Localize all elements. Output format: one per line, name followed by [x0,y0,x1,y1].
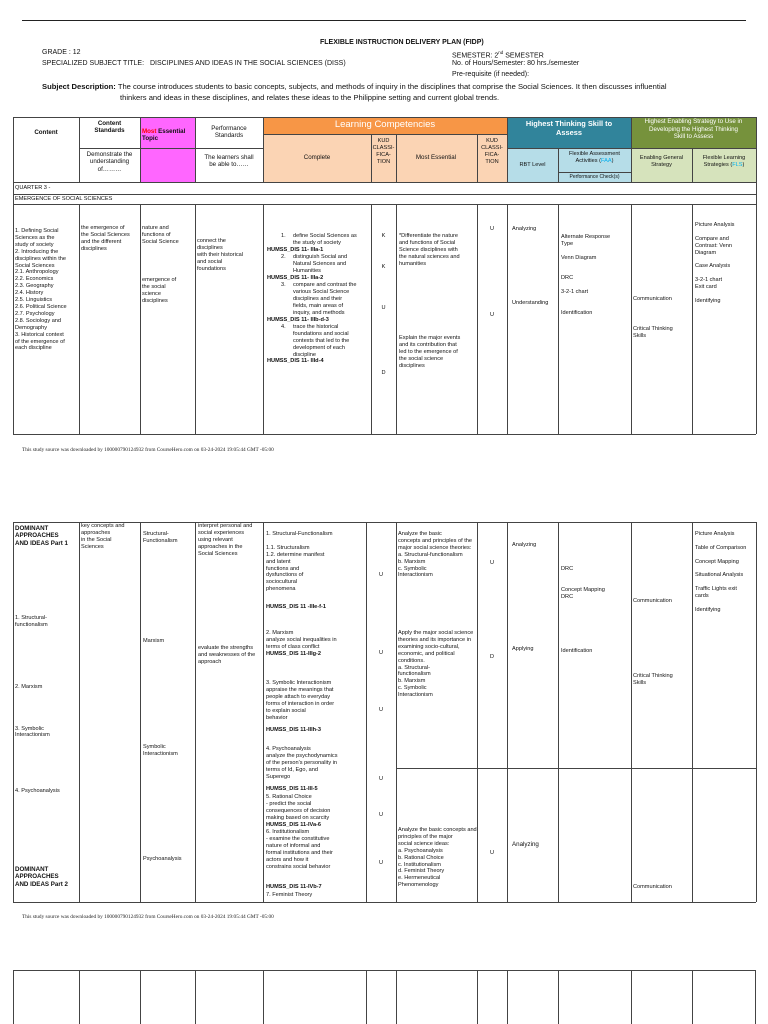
p2-standards: key concepts and approaches in the Social Sciences [81,523,125,550]
t3-v6 [396,970,397,1024]
p1-n4: 4. [281,324,286,330]
t1-v9a [558,148,559,182]
semester-suffix: SEMESTER [503,52,544,60]
p2-title2: DOMINANT APPROACHES AND IDEAS Part 2 [15,866,68,888]
p2-fls: Picture Analysis Table of Comparison Concept Mapping Situational Analysis Traffic Lights exit cards Identifying [695,531,747,613]
p2-faa1: DRC Concept Mapping DRC [561,566,605,600]
t2-v8 [507,522,508,902]
p1-kud-k2: K [381,264,386,270]
p2-title1: DOMINANT APPROACHES AND IDEAS Part 1 [15,525,68,547]
th-perf: Performance Standards [211,125,247,140]
p2-code-c: HUMSS_DIS 11-IIIh-3 [266,727,322,733]
t1-v6a [396,134,397,182]
p2-comp-a: 1. Structural-Functionalism 1.1. Structuralism 1.2. determine manifest and latent functions and dysfunctions of sociocultural phenomena [266,531,333,593]
prereq-line: Pre-requisite (if needed): [452,71,530,78]
subject-label: SPECIALIZED SUBJECT TITLE: [42,60,145,67]
p1-egs1: Communication [633,296,672,302]
grade-label: GRADE : 12 [42,49,81,56]
t2-v11 [692,522,693,902]
p1-comp1: define Social Sciences as the study of society [293,233,357,246]
th-egs: Enabling General Strategy [639,155,684,168]
t1-v7b [477,204,478,434]
p2-me2: Apply the major social science theories and its importance in examining socio-cultural, economic, and political conditions. a. Structural- functionalism b. Marxism c. Symbolic Interactionism [398,630,474,699]
th-lc: Learning Competencies [334,119,436,130]
t1-hend [13,182,756,183]
p2-comp-f: 6. Institutionalism - examine the constitutive nature of informal and formal institutions and their actors and how it constrains social behavior [266,829,333,870]
p2-code-b: HUMSS_DIS 11-IIIg-2 [266,651,322,657]
t3-v10 [631,970,632,1024]
p2-k2-1: U [489,560,495,566]
footer-2: This study source was downloaded by 100000790124932 from CourseHero.com on 03-24-2024 19:05:44 GMT -05:00 [22,914,274,920]
p1-topic2: emergence of the social science disciplines [142,277,177,304]
t2-v1 [79,522,80,902]
p2-kud-2: U [378,650,384,656]
t1-v4a [263,117,264,182]
t1-top [13,117,756,118]
p1-kud-k1: K [381,233,386,239]
th-mel-essential: Essential [156,128,186,135]
p2-me3: Analyze the basic concepts and principles of the major social science ideas: a. Psychoanalysis b. Rational Choice c. Institutionalism d. Feminist Theory e. Hermeneutical Phenomenology [398,827,477,889]
p1-egs2: Critical Thinking Skills [633,326,673,339]
th-fls-pre: Flexible Learning Strategies ( [702,155,746,168]
p2-kud-6: U [378,860,384,866]
t3-v7 [477,970,478,1024]
th-mel [142,128,196,143]
p2-faa2: Identification [561,648,593,654]
t1-bottom [13,434,756,435]
th-kud1: KUD CLASSI- FICA- TION [372,138,395,165]
t3-v1 [79,970,80,1024]
t2-mid [396,768,756,769]
p1-code2: HUMSS_DIS 11- IIIa-2 [267,275,324,281]
t3-v11 [692,970,693,1024]
th-most-essential: Most Essential [415,154,457,161]
th-kud2: KUD CLASSI- FICA- TION [481,138,503,165]
p1-code4: HUMSS_DIS 11- IIId-4 [267,358,324,364]
top-rule [22,20,746,21]
p2-code-a: HUMSS_DIS 11 -IIIe-f-1 [266,604,326,610]
th-mel-most: Most [142,128,157,135]
t1-v10a [631,117,632,182]
p1-comp3: compare and contrast the various Social Science disciplines and their fields, main areas of inquiry, and methods [293,282,357,316]
th-rbt: RBT Level [519,162,546,168]
p1-topic1: nature and functions of Social Science [142,225,179,245]
t1-v11a [692,148,693,182]
p1-me1: *Differentiate the nature and functions of Social Science disciplines with the natural sciences and humanities [399,233,460,267]
p2-comp-b: 2. Marxism analyze social inequalities in terms of class conflict [266,630,337,650]
th-htsa: Highest Thinking Skill to Assess [525,119,613,137]
t1-v10b [631,204,632,434]
th-faa-abbr: FAA [601,157,612,164]
p1-comp2: distinguish Social and Natural Sciences and Humanities [293,254,348,274]
t1-v1b [79,204,80,434]
th-complete: Complete [303,154,331,161]
p1-me2: Explain the major events and its contribution that led to the emergence of the social science disciplines [399,335,461,369]
p2-kud-4: U [378,776,384,782]
t3-v4 [263,970,264,1024]
p2-egs3: Communication [633,884,672,890]
t1-v3b [195,204,196,434]
p2-egs2: Critical Thinking Skills [633,673,673,686]
t3-v12 [755,970,756,1024]
t1-v1a [79,117,80,182]
th-perf-sub: The learners shall be able to…… [204,154,254,169]
t2-bottom [13,902,756,903]
quarter-label: QUARTER 3 - [15,185,51,191]
subject-value: DISCIPLINES AND IDEAS IN THE SOCIAL SCIENCES (DISS) [150,60,346,67]
t1-sec [13,204,756,205]
p1-kud2-u2: U [489,312,495,318]
t1-v7a [477,134,478,182]
p1-standards: the emergence of the Social Sciences and the different disciplines [81,225,130,252]
t1-v9b [558,204,559,434]
p1-kud-d: D [381,370,386,376]
t1-v4b [263,204,264,434]
semester-prefix: SEMESTER: 2 [452,52,499,60]
p2-me1: Analyze the basic concepts and principles of the major social science theories: a. Structural-functionalism b. Marxism c. Symbolic Interactionism [398,531,473,579]
th-fls [692,155,756,169]
t2-v2 [140,522,141,902]
doc-title: FLEXIBLE INSTRUCTION DELIVERY PLAN (FIDP) [320,39,484,46]
p2-k2-2: D [489,654,495,660]
semester-line [452,49,544,61]
p2-topic3: Symbolic Interactionism [143,744,178,757]
p2-code-f: HUMSS_DIS 11-IVb-7 [266,884,322,890]
p2-perf2: evaluate the strengths and weaknesses of the approach [198,645,256,665]
t2-v9 [558,522,559,902]
p2-rbt3: Analyzing [512,841,539,848]
th-fls-abbr: FLS [732,161,743,168]
p2-rbt1: Analyzing [512,542,537,548]
p2-comp-d: 4. Psychoanalysis analyze the psychodynamics of the person's personality in terms of Id, Ego, and Superego [266,746,338,780]
p1-faa: Alternate Response Type Venn Diagram DRC 3-2-1 chart Identification [561,234,611,316]
p1-code1: HUMSS_DIS 11- IIIa-1 [267,247,324,253]
t3-v2 [140,970,141,1024]
th-content: Content [34,129,58,136]
t2-v3 [195,522,196,902]
t1-v12 [756,117,757,434]
t1-v11b [692,204,693,434]
subject-description [42,82,762,92]
p1-kud-u: U [381,305,386,311]
p1-code3: HUMSS_DIS 11- IIIb-d-3 [267,317,329,323]
mel-header-bg [140,117,195,182]
t3-v5 [366,970,367,1024]
t1-sub1 [79,148,263,149]
p2-comp-e: 5. Rational Choice - predict the social consequences of decision making based on scarcity [266,794,331,821]
t1-q [13,194,756,195]
t1-v0 [13,117,14,434]
p1-comp4: trace the historical foundations and social contexts that led to the development of each discipline [293,324,350,358]
t2-v6 [396,522,397,902]
p1-rbt2: Understanding [512,300,549,306]
p1-n1: 1. [281,233,286,239]
p2-code-e: HUMSS_DIS 11-IVa-6 [266,822,322,828]
p2-kud-5: U [378,812,384,818]
hours-line: No. of Hours/Semester: 80 hrs./semester [452,60,580,67]
desc-label: Subject Description: [42,82,116,91]
footer-1: This study source was downloaded by 100000790124932 from CourseHero.com on 03-24-2024 19:05:44 GMT -05:00 [22,447,274,453]
p2-k2-3: U [489,850,495,856]
th-content-standards: Content Standards [94,120,125,135]
t2-v10 [631,522,632,902]
t3-v9 [558,970,559,1024]
p1-fls: Picture Analysis Compare and Contrast: Venn Diagram Case Analysis 3-2-1 chart Exit card Identifying [695,222,735,304]
th-faa-post: ) [611,157,614,164]
p2-comp-g: 7. Feminist Theory [266,892,313,898]
t1-v2b [140,204,141,434]
th-hes: Highest Enabling Strategy to Use in Developing the Highest Thinking Skill to Assess [644,118,743,141]
desc-line2: thinkers and ideas in these disciplines, and relates these ideas to the Philippine setting and current global trends. [120,93,500,102]
t1-v3a [195,117,196,182]
p1-content: 1. Defining Social Sciences as the study of society 2. Introducing the disciplines within the Social Sciences 2.1. Anthropology 2.2. Economics 2.3. Geography 2.4. History 2.5. Linguistics 2.6. Political Science 2.7. Psychology 2.8. Sociology and Demography 3. Historical context of the emergence of each discipline [15,228,67,352]
t2-v12 [756,522,757,902]
th-cs-sub: Demonstrate the understanding of……… [86,151,133,173]
t1-sub4 [558,172,631,173]
t2-v4 [263,522,264,902]
p1-n3: 3. [281,282,286,288]
t3-v0 [13,970,14,1024]
th-faa [558,151,631,165]
th-perf-check: Performance Check(s) [569,174,620,180]
p2-topic1: Structural- Functionalism [143,531,178,544]
p2-kud-1: U [378,572,384,578]
t3-top [13,970,756,971]
p1-kud2-u1: U [489,226,495,232]
th-mel-topic: Topic [142,135,159,143]
t2-v0 [13,522,14,902]
t1-v5a [371,134,372,182]
p2-rbt2: Applying [512,646,534,652]
p2-topic2: Marxism [143,638,165,644]
t1-v6b [396,204,397,434]
p2-perf1: interpret personal and social experiences using relevant approaches in the Social Sciences [198,523,253,557]
p2-kud-3: U [378,707,384,713]
p1-perf: connect the disciplines with their historical and social foundations [197,238,244,272]
t3-v3 [195,970,196,1024]
t1-v8a [507,117,508,182]
th-faa-pre: Flexible Assessment Activities ( [569,151,620,164]
section-label: EMERGENCE OF SOCIAL SCIENCES [15,196,113,202]
desc-line1: The course introduces students to basic concepts, subjects, and methods of inquiry in the disciplines that comprise the Social Sciences. It then discusses influential [115,82,667,91]
p2-egs1: Communication [633,598,672,604]
th-fls-post: ) [742,161,745,168]
t1-v2a [140,117,141,182]
p1-n2: 2. [281,254,286,260]
p2-topic4: Psychoanalysis [143,856,182,862]
p2-items: 1. Structural- functionalism 2. Marxism 3. Symbolic Interactionism 4. Psychoanalysis [15,615,60,794]
p2-comp-c: 3. Symbolic Interactionism appraise the meanings that people attach to everyday forms of interaction in order to explain social behavior [266,680,335,721]
p1-rbt1: Analyzing [512,226,537,232]
t1-v8b [507,204,508,434]
p2-code-d: HUMSS_DIS 11-III-5 [266,786,318,792]
t1-sub2 [263,134,507,135]
semester-sup: nd [498,50,504,55]
t3-v8 [507,970,508,1024]
